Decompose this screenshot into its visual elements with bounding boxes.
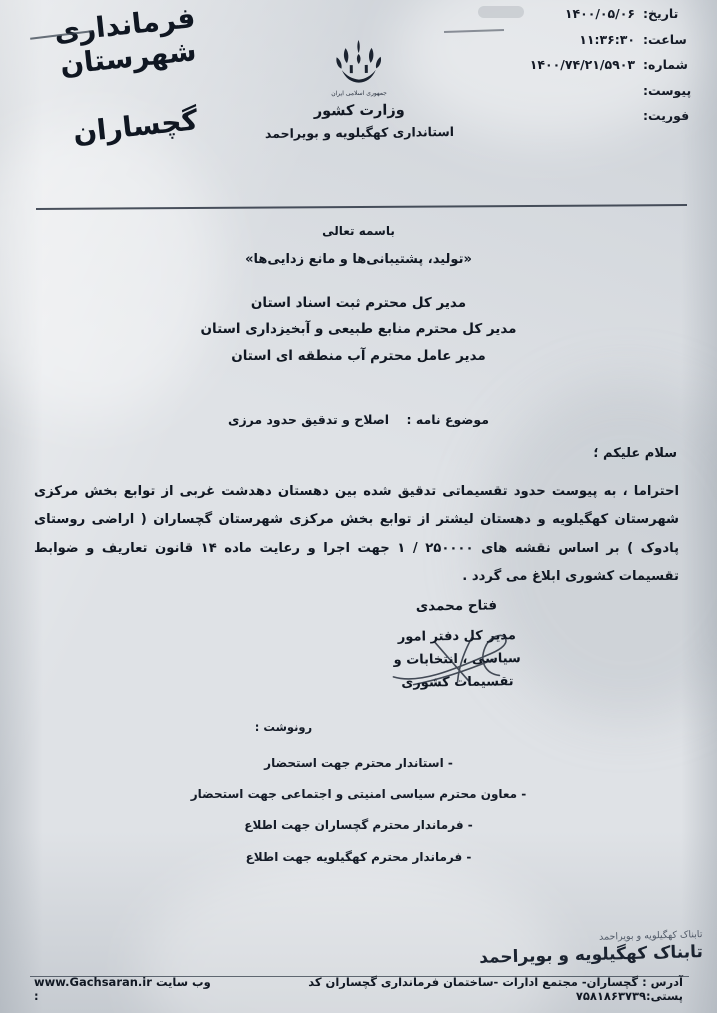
- addressee-item: مدیر عامل محترم آب منطقه ای استان: [231, 347, 486, 364]
- footer-address: آدرس : گچساران- مجتمع ادارات -ساختمان فرمانداری گچساران کد پستی:۷۵۸۱۸۶۳۷۳۹: [308, 975, 683, 1003]
- cc-item: - معاون محترم سیاسی امنیتی و اجتماعی جهت استحضار: [190, 787, 527, 802]
- source-watermark: [479, 929, 704, 968]
- emblem-caption: جمهوری اسلامی ایران: [330, 89, 387, 98]
- meta-row-date: [473, 8, 705, 21]
- signatory-role-line3: تقسیمات کشوری: [401, 673, 514, 691]
- watermark-large: تابناک کهگیلویه و بویراحمد: [479, 942, 704, 968]
- meta-label-time: ساعت:: [643, 31, 687, 47]
- ministry-name: وزارت کشور: [313, 102, 405, 120]
- footer-website-label: وب سایت :: [34, 975, 211, 1003]
- subject-value: اصلاح و تدقیق حدود مرزی: [228, 412, 390, 427]
- signatory-name: فتاح محمدی: [415, 597, 498, 615]
- footer-website-url[interactable]: www.Gachsaran.ir: [34, 975, 152, 989]
- meta-value-time: ۱۱:۳۶:۳۰: [579, 31, 635, 47]
- letterhead-title-line1: فرمانداری شهرستان: [52, 0, 198, 82]
- meta-label-number: شماره:: [643, 57, 688, 72]
- signature-block: [346, 596, 567, 695]
- addressee-item: مدیر کل محترم ثبت اسناد استان: [250, 295, 467, 311]
- meta-value-number: ۱۴۰۰/۷۴/۲۱/۵۹۰۳: [529, 57, 635, 72]
- greeting: سلام علیکم ؛: [593, 446, 677, 461]
- letterhead-center: [248, 35, 469, 141]
- meta-value-date: ۱۴۰۰/۰۵/۰۶: [564, 6, 635, 21]
- cc-item: - استاندار محترم جهت استحضار: [264, 756, 453, 770]
- meta-label-attachment: پیوست:: [643, 82, 692, 98]
- cc-list: [0, 748, 717, 873]
- cc-item: - فرماندار محترم کهگیلویه جهت اطلاع: [245, 849, 472, 864]
- footer-website[interactable]: [34, 975, 213, 1003]
- footer: [0, 975, 717, 1003]
- watermark-small: تابناک کهگیلویه و بویراحمد: [599, 929, 703, 943]
- header-metadata: [473, 8, 705, 136]
- meta-row-time: [473, 31, 705, 47]
- signatory-role: [347, 624, 568, 695]
- subject-label: موضوع نامه :: [406, 412, 489, 427]
- cc-title: رونوشت :: [254, 720, 313, 734]
- cc-item: - فرماندار محترم گچساران جهت اطلاع: [244, 818, 473, 833]
- signatory-role-line2: سیاسی ، انتخابات و: [393, 650, 521, 668]
- meta-row-number: [473, 59, 705, 72]
- letterhead-title: [14, 0, 247, 154]
- meta-row-urgency: [473, 110, 705, 123]
- body-paragraph: احتراما ، به پیوست حدود تقسیماتی تدقیق شده بین دهستان دهدشت غربی از توابع بخش مرکزی شهرستان کهگیلویه و دهستان لیشتر از توابع بخش مرکزی شهرستان گچساران ( اراضی روستای پادوک ) بر اساس نقشه های ۲۵۰۰۰۰ / ۱ جهت اجرا و رعایت ماده ۱۴ قانون تعاریف و ضوابط تقسیمات کشوری ابلاغ می گردد .: [34, 484, 680, 585]
- addressee-item: مدیر کل محترم منابع طبیعی و آبخیزداری استان: [200, 321, 517, 338]
- paper-shading: [0, 120, 220, 420]
- meta-label-date: تاریخ:: [643, 6, 679, 21]
- iran-emblem-icon: [329, 36, 388, 87]
- meta-label-urgency: فوریت:: [643, 108, 690, 123]
- header-divider: [36, 204, 687, 210]
- addressee-list: [0, 290, 717, 369]
- meta-row-attachment: [473, 82, 705, 98]
- signatory-role-line1: مدیر کل دفتر امور: [397, 628, 516, 645]
- year-slogan: «تولید، پشتیبانی‌ها و مانع زدایی‌ها»: [245, 252, 472, 267]
- basmalah: باسمه تعالی: [322, 224, 395, 238]
- province-office-name: استانداری کهگیلویه و بویراحمد: [264, 124, 454, 141]
- letterhead-title-line2: گچساران: [71, 103, 200, 150]
- subject-line: [0, 412, 717, 427]
